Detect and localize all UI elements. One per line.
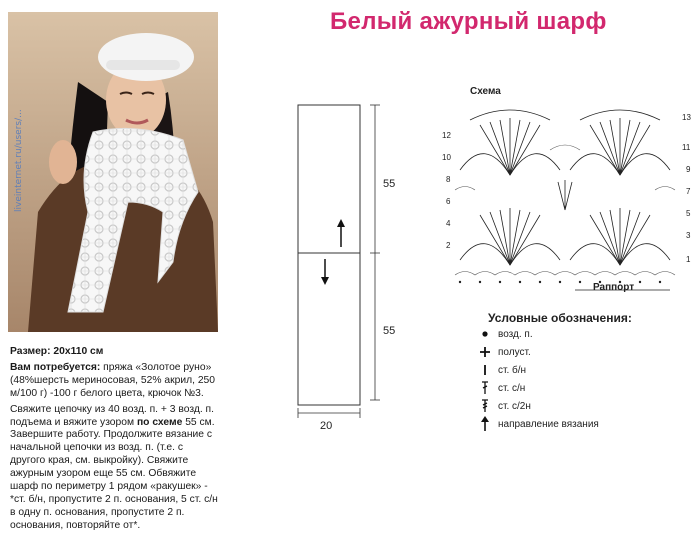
row-number: 3 <box>686 231 691 240</box>
slip-stitch-icon <box>478 344 492 360</box>
row-number: 13 <box>682 113 691 122</box>
chain-dot-icon <box>478 326 492 342</box>
row-number: 9 <box>686 165 691 174</box>
watermark-text: liveinternet.ru/users/... <box>14 109 24 212</box>
legend-item: направление вязания <box>478 416 688 434</box>
template-outline <box>298 105 360 405</box>
row-number: 6 <box>446 197 451 206</box>
instructions: Свяжите цепочку из 40 возд. п. + 3 возд. п. подъема и вяжите узором по схеме 55 см. Завершите работу. Продолжите вязание с начальной цепочки из возд. п. (т.е. с другого края, см. выкройку). Свяжите ажурным узором еще 55 см. Обвяжите шарф по периметру 1 рядом «ракушек» - *ст. б/н, пропустите 2 п. основания, 5 ст. с/н в одну п. основания, пропустите 2 п. основания, повторяйте от*. <box>10 403 218 531</box>
photo-illustration <box>8 12 218 332</box>
tr-icon <box>478 398 492 414</box>
row-number: 12 <box>442 131 451 140</box>
row-number: 7 <box>686 187 691 196</box>
row-number: 1 <box>686 255 691 264</box>
row-number: 10 <box>442 153 451 162</box>
row-number: 2 <box>446 241 451 250</box>
legend-item: возд. п. <box>478 326 688 344</box>
up-arrow-icon <box>337 219 345 247</box>
chart-title: Схема <box>470 86 501 97</box>
legend-item: полуст. <box>478 344 688 362</box>
legend-item: ст. с/н <box>478 380 688 398</box>
down-arrow-icon <box>321 259 329 285</box>
rapport-label: Раппорт <box>593 282 635 293</box>
scarf-template <box>290 95 400 425</box>
crochet-chart <box>440 90 700 300</box>
dimension-width-label: 20 <box>320 420 333 432</box>
page-title: Белый ажурный шарф <box>330 8 607 35</box>
dimension-top-label: 55 <box>383 178 396 190</box>
upper-fans <box>460 110 670 175</box>
legend-item: ст. б/н <box>478 362 688 380</box>
legend-item: ст. с/2н <box>478 398 688 416</box>
model-photo <box>8 12 218 332</box>
dimension-bottom-label: 55 <box>383 325 396 337</box>
sc-icon <box>478 362 492 378</box>
row-number: 5 <box>686 209 691 218</box>
direction-arrow-icon <box>478 416 492 432</box>
size-line: Размер: 20х110 см <box>10 346 104 357</box>
description <box>10 346 220 536</box>
materials-line: Вам потребуется: пряжа «Золотое руно» (48%шерсть мериносовая, 52% акрил, 250 м/100 г) -100 г белого цвета, крючок №3. <box>10 361 215 399</box>
row-number: 11 <box>682 143 691 152</box>
dc-icon <box>478 380 492 396</box>
row-number: 4 <box>446 219 451 228</box>
row-number: 8 <box>446 175 451 184</box>
lower-fans <box>460 180 670 265</box>
crochet-chart-drawing <box>440 90 700 300</box>
legend-title: Условные обозначения: <box>488 311 632 325</box>
legend <box>478 326 688 434</box>
